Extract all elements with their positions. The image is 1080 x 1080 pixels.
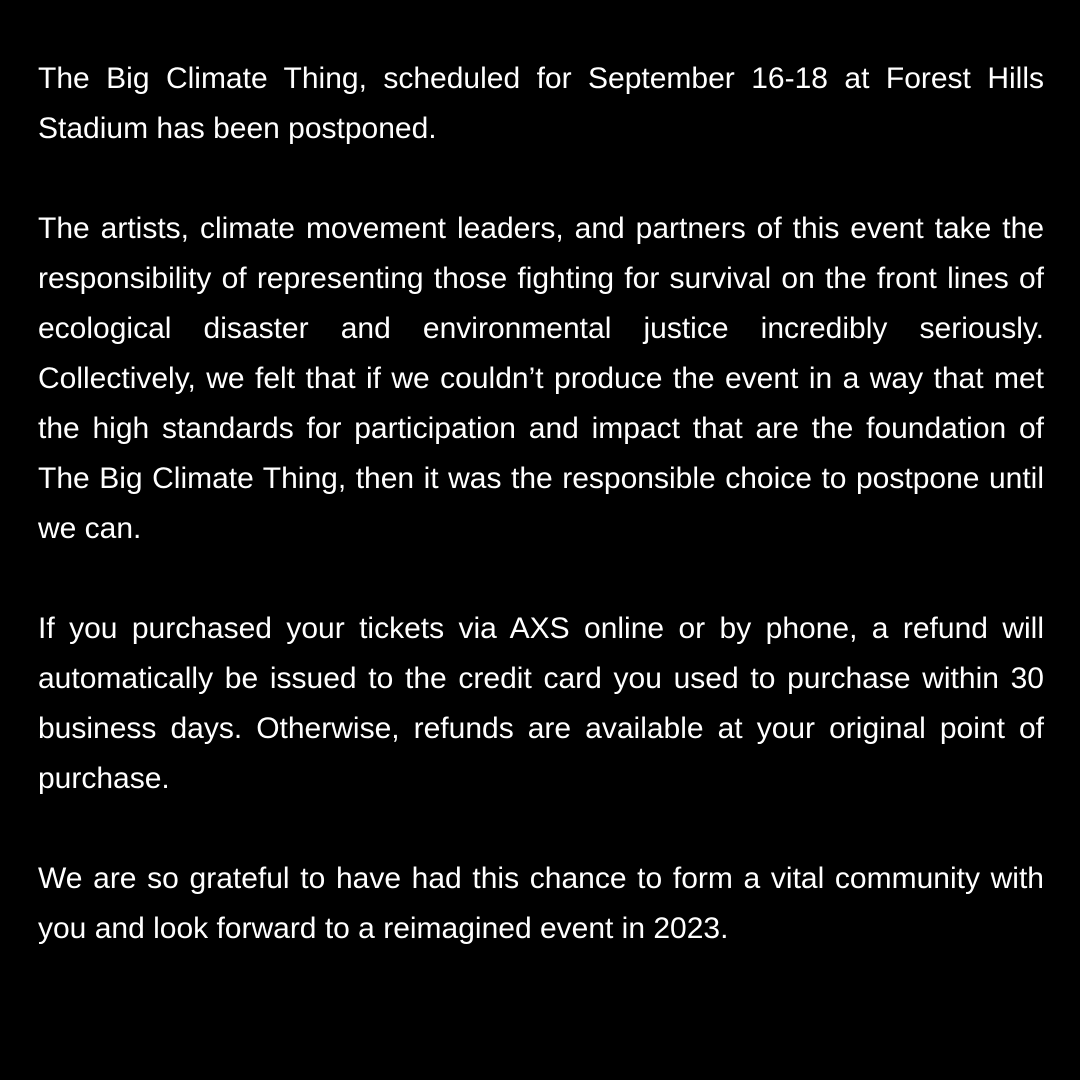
postponement-statement <box>38 54 1044 954</box>
statement-paragraph-gratitude: We are so grateful to have had this chance to form a vital community with you and look forward to a reimagined event in 2023. <box>38 862 1044 945</box>
statement-paragraph-postponed: The Big Climate Thing, scheduled for September 16-18 at Forest Hills Stadium has been postponed. <box>38 62 1044 145</box>
statement-paragraph-refunds: If you purchased your tickets via AXS online or by phone, a refund will automatically be issued to the credit card you used to purchase within 30 business days. Otherwise, refunds are available at your original point of purchase. <box>38 612 1044 795</box>
statement-paragraph-responsibility: The artists, climate movement leaders, and partners of this event take the responsibility of representing those fighting for survival on the front lines of ecological disaster and environmental justice incredibly seriously. Collectively, we felt that if we couldn’t produce the event in a way that met the high standards for participation and impact that are the foundation of The Big Climate Thing, then it was the responsible choice to postpone until we can. <box>38 212 1044 545</box>
